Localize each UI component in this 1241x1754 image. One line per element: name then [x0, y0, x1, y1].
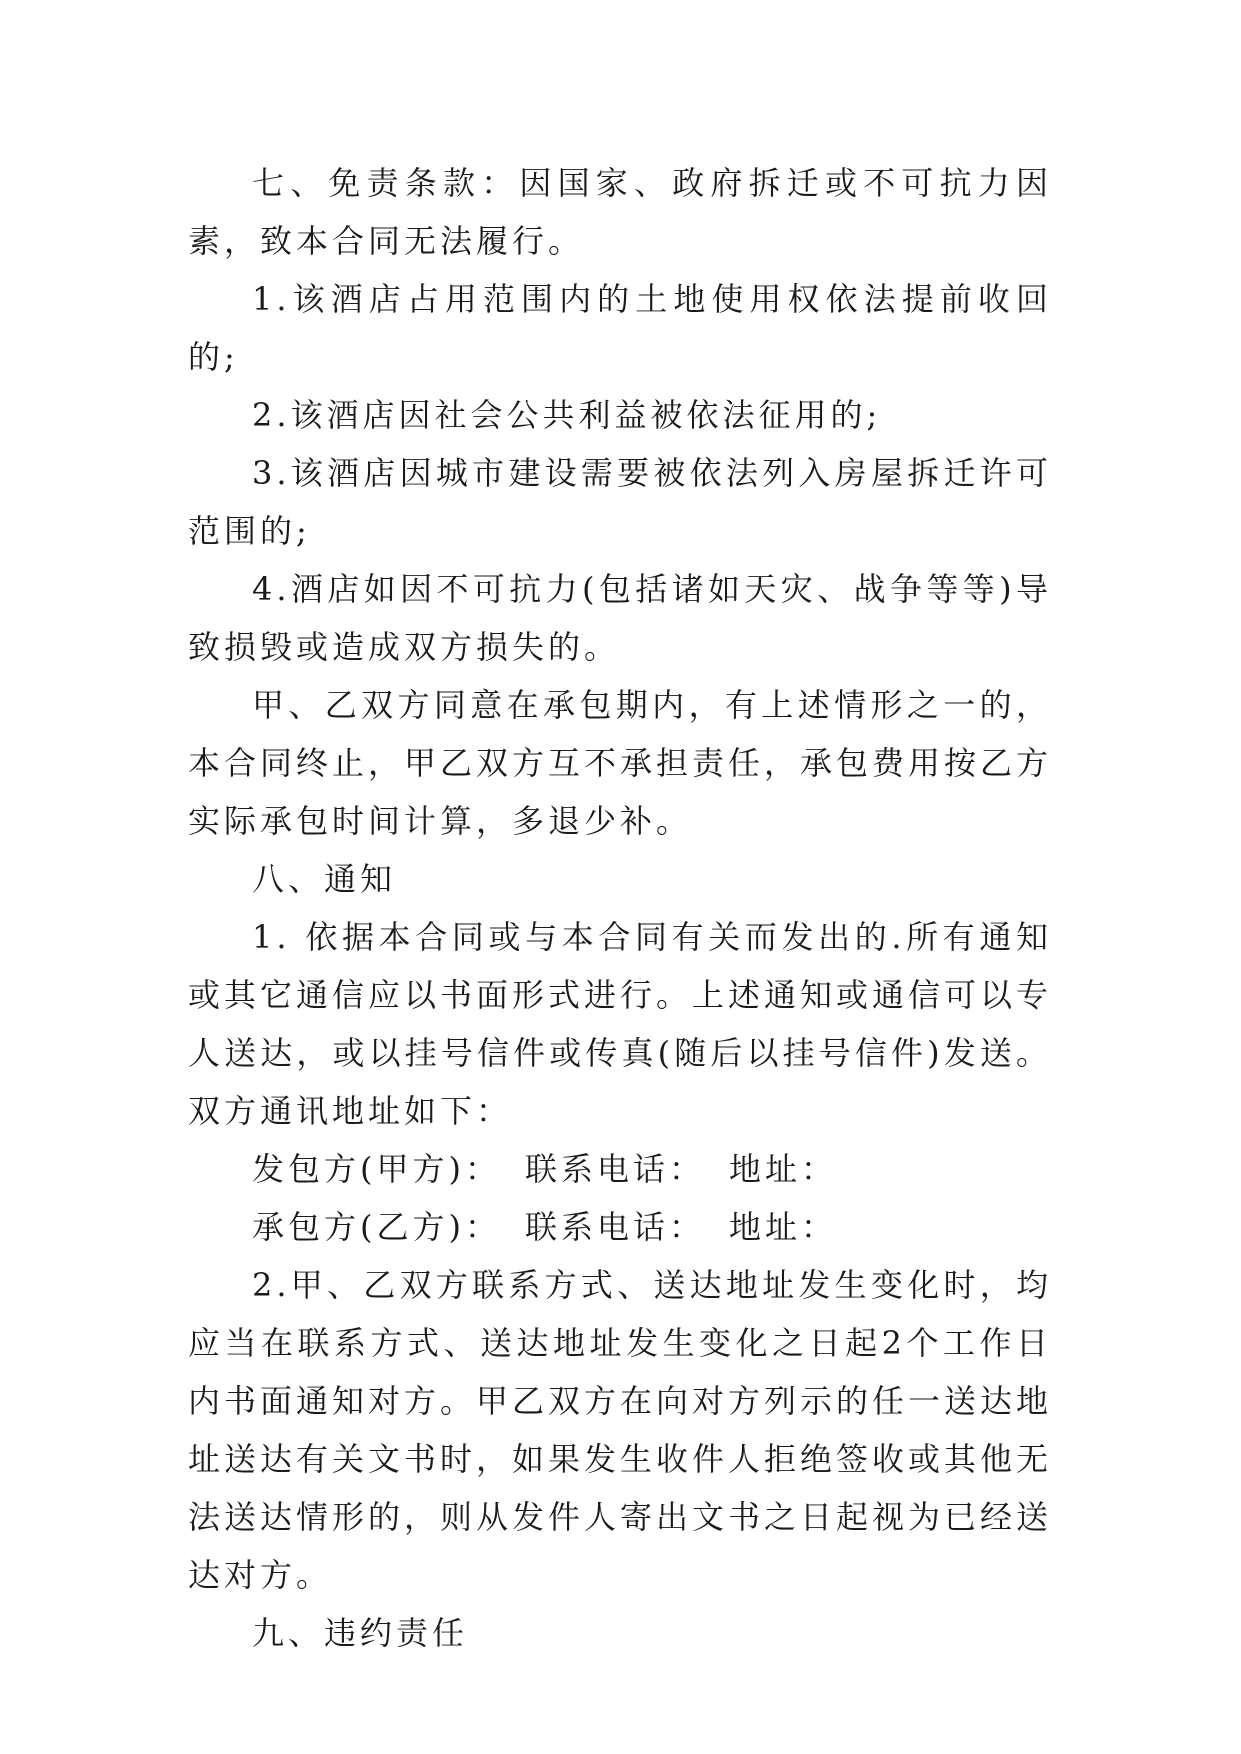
document-body — [188, 154, 1052, 1662]
party-b-phone-label: 联系电话： — [524, 1208, 705, 1246]
party-a-address-label: 地址： — [729, 1150, 838, 1188]
party-a-phone-label: 联系电话： — [524, 1150, 705, 1188]
contact-row-party-b — [188, 1198, 1052, 1256]
clause-8-item-2: 2.甲、乙双方联系方式、送达地址发生变化时，均应当在联系方式、送达地址发生变化之日起2个工作日内书面通知对方。甲乙双方在向对方列示的任一送达地址送达有关文书时，如果发生收件人拒绝签收或其他无法送达情形的，则从发件人寄出文书之日起视为已经送达对方。 — [188, 1266, 1053, 1594]
clause-7-heading: 七、免责条款：因国家、政府拆迁或不可抗力因素，致本合同无法履行。 — [188, 164, 1052, 260]
clause-9-heading: 九、违约责任 — [252, 1614, 469, 1652]
clause-8-item-1: 1. 依据本合同或与本合同有关而发出的.所有通知或其它通信应以书面形式进行。上述通知或通信可以专人送达，或以挂号信件或传真(随后以挂号信件)发送。双方通讯地址如下： — [188, 918, 1053, 1130]
clause-7-item-2: 2.该酒店因社会公共利益被依法征用的; — [252, 396, 882, 434]
party-a-label: 发包方(甲方)： — [252, 1150, 501, 1188]
clause-8-heading: 八、通知 — [252, 860, 397, 898]
party-b-address-label: 地址： — [729, 1208, 838, 1246]
party-b-label: 承包方(乙方)： — [252, 1208, 501, 1246]
clause-7-summary: 甲、乙双方同意在承包期内，有上述情形之一的，本合同终止，甲乙双方互不承担责任，承包费用按乙方实际承包时间计算，多退少补。 — [188, 686, 1053, 840]
clause-7-item-4: 4.酒店如因不可抗力(包括诸如天灾、战争等等)导致损毁或造成双方损失的。 — [188, 570, 1052, 666]
clause-7-item-3: 3.该酒店因城市建设需要被依法列入房屋拆迁许可范围的; — [188, 454, 1052, 550]
clause-7-item-1: 1.该酒店占用范围内的土地使用权依法提前收回的; — [188, 280, 1052, 376]
contact-row-party-a — [188, 1140, 1052, 1198]
